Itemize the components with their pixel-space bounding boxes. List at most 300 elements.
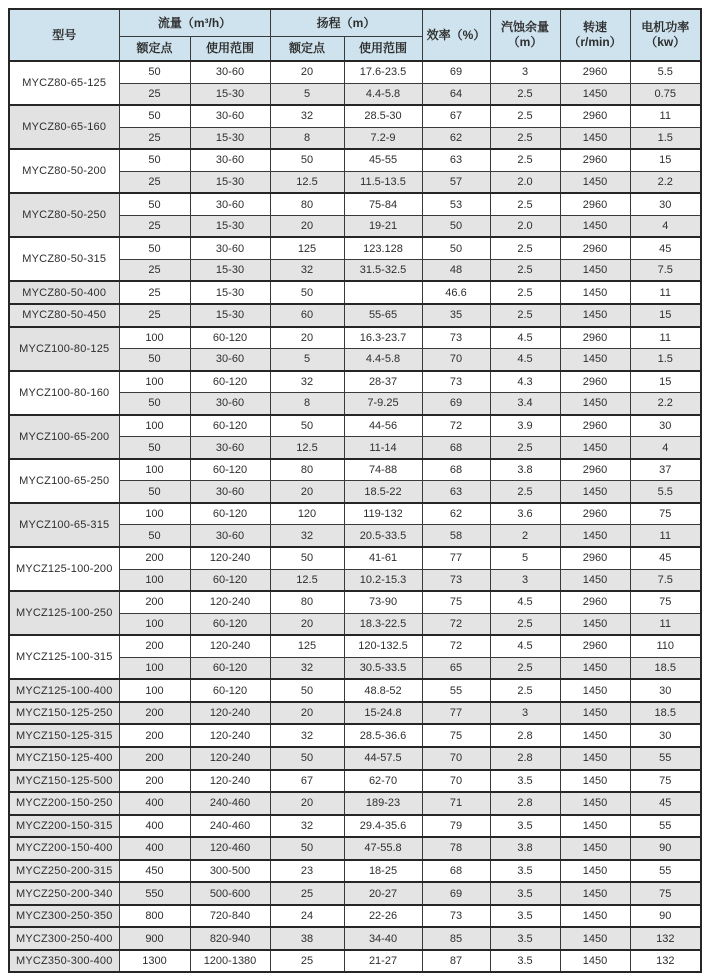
cell-head-range: 22-26: [344, 905, 422, 928]
cell-head-rated: 32: [270, 259, 344, 281]
cell-flow-rated: 50: [119, 61, 190, 83]
table-row: [9, 927, 701, 950]
cell-flow-rated: 25: [119, 304, 190, 327]
cell-speed: 1450: [560, 304, 630, 327]
model-cell: MYCZ100-65-250: [9, 459, 119, 503]
cell-flow-range: 1200-1380: [190, 950, 270, 973]
model-cell: MYCZ200-150-315: [9, 815, 119, 838]
model-cell: MYCZ125-100-250: [9, 591, 119, 635]
cell-flow-rated: 50: [119, 437, 190, 459]
cell-power: 55: [630, 860, 701, 883]
cell-efficiency: 55: [422, 679, 490, 702]
cell-power: 75: [630, 770, 701, 793]
cell-flow-rated: 200: [119, 547, 190, 569]
cell-npsh: 3.5: [490, 815, 560, 838]
cell-flow-range: 15-30: [190, 259, 270, 281]
cell-speed: 1450: [560, 437, 630, 459]
cell-head-rated: 50: [270, 281, 344, 304]
cell-head-rated: 20: [270, 481, 344, 503]
cell-head-range: 47-55.8: [344, 837, 422, 860]
cell-power: 37: [630, 459, 701, 481]
cell-efficiency: 63: [422, 149, 490, 171]
cell-speed: 1450: [560, 837, 630, 860]
cell-head-range: 17.6-23.5: [344, 61, 422, 83]
model-cell: MYCZ150-125-400: [9, 747, 119, 770]
cell-npsh: 2: [490, 525, 560, 547]
cell-head-rated: 38: [270, 927, 344, 950]
table-row: [9, 815, 701, 838]
cell-power: 30: [630, 724, 701, 747]
cell-flow-rated: 50: [119, 149, 190, 171]
cell-power: 90: [630, 905, 701, 928]
cell-speed: 1450: [560, 657, 630, 679]
cell-head-rated: 67: [270, 770, 344, 793]
cell-flow-range: 240-460: [190, 792, 270, 815]
cell-head-rated: 32: [270, 657, 344, 679]
cell-power: 11: [630, 613, 701, 635]
cell-speed: 1450: [560, 927, 630, 950]
cell-power: 90: [630, 837, 701, 860]
cell-speed: 1450: [560, 127, 630, 149]
cell-flow-rated: 50: [119, 349, 190, 371]
cell-npsh: 4.5: [490, 635, 560, 657]
cell-head-range: 16.3-23.7: [344, 327, 422, 349]
cell-speed: 2960: [560, 459, 630, 481]
cell-efficiency: 77: [422, 702, 490, 725]
cell-flow-rated: 50: [119, 193, 190, 215]
cell-flow-range: 30-60: [190, 481, 270, 503]
cell-speed: 1450: [560, 83, 630, 105]
cell-power: 1.5: [630, 349, 701, 371]
cell-power: 132: [630, 927, 701, 950]
cell-flow-range: 15-30: [190, 304, 270, 327]
cell-head-rated: 23: [270, 860, 344, 883]
cell-flow-range: 120-240: [190, 724, 270, 747]
cell-head-range: 75-84: [344, 193, 422, 215]
cell-efficiency: 69: [422, 882, 490, 905]
cell-head-rated: 50: [270, 747, 344, 770]
cell-speed: 1450: [560, 770, 630, 793]
cell-power: 2.2: [630, 171, 701, 193]
cell-head-range: 120-132.5: [344, 635, 422, 657]
model-cell: MYCZ250-200-315: [9, 860, 119, 883]
cell-head-rated: 50: [270, 837, 344, 860]
cell-npsh: 2.5: [490, 304, 560, 327]
cell-flow-rated: 200: [119, 591, 190, 613]
cell-efficiency: 68: [422, 860, 490, 883]
cell-head-range: 4.4-5.8: [344, 349, 422, 371]
table-body: [9, 61, 701, 972]
cell-head-range: 28-37: [344, 371, 422, 393]
model-cell: MYCZ80-50-315: [9, 237, 119, 281]
cell-flow-range: 30-60: [190, 525, 270, 547]
model-cell: MYCZ100-80-125: [9, 327, 119, 371]
table-row: [9, 702, 701, 725]
cell-head-rated: 20: [270, 327, 344, 349]
cell-flow-rated: 100: [119, 613, 190, 635]
cell-flow-rated: 200: [119, 635, 190, 657]
cell-speed: 1450: [560, 792, 630, 815]
cell-head-rated: 32: [270, 815, 344, 838]
cell-head-rated: 20: [270, 792, 344, 815]
table-row: [9, 905, 701, 928]
header-flow-range: 使用范围: [190, 37, 270, 62]
cell-efficiency: 75: [422, 591, 490, 613]
cell-head-range: 4.4-5.8: [344, 83, 422, 105]
cell-flow-rated: 50: [119, 393, 190, 415]
cell-head-range: 189-23: [344, 792, 422, 815]
cell-speed: 1450: [560, 393, 630, 415]
cell-flow-rated: 25: [119, 127, 190, 149]
cell-power: 5.5: [630, 61, 701, 83]
cell-speed: 2960: [560, 503, 630, 525]
cell-efficiency: 68: [422, 459, 490, 481]
cell-flow-range: 30-60: [190, 349, 270, 371]
cell-head-range: 73-90: [344, 591, 422, 613]
cell-flow-rated: 200: [119, 724, 190, 747]
cell-npsh: 3.5: [490, 860, 560, 883]
cell-flow-rated: 1300: [119, 950, 190, 973]
cell-head-range: 119-132: [344, 503, 422, 525]
cell-head-rated: 32: [270, 525, 344, 547]
cell-head-rated: 20: [270, 61, 344, 83]
cell-efficiency: 79: [422, 815, 490, 838]
cell-head-range: 18.3-22.5: [344, 613, 422, 635]
cell-flow-range: 720-840: [190, 905, 270, 928]
cell-head-range: 21-27: [344, 950, 422, 973]
cell-speed: 1450: [560, 569, 630, 591]
cell-power: 132: [630, 950, 701, 973]
cell-head-rated: 125: [270, 635, 344, 657]
cell-npsh: 3.4: [490, 393, 560, 415]
cell-power: 75: [630, 503, 701, 525]
cell-npsh: 4.5: [490, 349, 560, 371]
cell-efficiency: 50: [422, 215, 490, 237]
cell-efficiency: 73: [422, 371, 490, 393]
cell-speed: 2960: [560, 591, 630, 613]
cell-flow-range: 120-240: [190, 770, 270, 793]
cell-flow-range: 60-120: [190, 569, 270, 591]
cell-efficiency: 72: [422, 613, 490, 635]
cell-npsh: 3.9: [490, 415, 560, 437]
cell-flow-range: 300-500: [190, 860, 270, 883]
cell-flow-rated: 800: [119, 905, 190, 928]
cell-npsh: 2.5: [490, 259, 560, 281]
cell-flow-range: 15-30: [190, 83, 270, 105]
cell-power: 7.5: [630, 569, 701, 591]
cell-power: 18.5: [630, 657, 701, 679]
cell-head-range: 20.5-33.5: [344, 525, 422, 547]
cell-flow-range: 30-60: [190, 393, 270, 415]
model-cell: MYCZ80-50-450: [9, 304, 119, 327]
cell-flow-rated: 100: [119, 569, 190, 591]
table-row: [9, 304, 701, 327]
cell-flow-rated: 100: [119, 459, 190, 481]
cell-flow-rated: 25: [119, 171, 190, 193]
cell-head-range: 29.4-35.6: [344, 815, 422, 838]
cell-head-range: 62-70: [344, 770, 422, 793]
cell-head-range: 7-9.25: [344, 393, 422, 415]
cell-power: 30: [630, 415, 701, 437]
cell-power: 30: [630, 679, 701, 702]
cell-speed: 1450: [560, 349, 630, 371]
table-row: [9, 327, 701, 349]
cell-flow-range: 15-30: [190, 127, 270, 149]
cell-npsh: 2.5: [490, 437, 560, 459]
cell-power: 4: [630, 215, 701, 237]
cell-head-rated: 5: [270, 83, 344, 105]
cell-head-rated: 5: [270, 349, 344, 371]
cell-speed: 2960: [560, 61, 630, 83]
model-cell: MYCZ125-100-200: [9, 547, 119, 591]
header-flow-rated: 额定点: [119, 37, 190, 62]
table-row: [9, 503, 701, 525]
cell-efficiency: 70: [422, 747, 490, 770]
cell-flow-rated: 400: [119, 837, 190, 860]
cell-efficiency: 73: [422, 905, 490, 928]
cell-flow-range: 30-60: [190, 437, 270, 459]
table-row: [9, 591, 701, 613]
cell-npsh: 2.8: [490, 792, 560, 815]
cell-head-range: 123.128: [344, 237, 422, 259]
header-efficiency: 效率（%）: [422, 9, 490, 61]
cell-power: 55: [630, 815, 701, 838]
cell-power: 11: [630, 281, 701, 304]
cell-head-range: 19-21: [344, 215, 422, 237]
cell-head-range: 31.5-32.5: [344, 259, 422, 281]
cell-efficiency: 62: [422, 503, 490, 525]
header-speed: [560, 9, 630, 61]
table-row: [9, 105, 701, 127]
cell-flow-range: 30-60: [190, 149, 270, 171]
cell-speed: 1450: [560, 171, 630, 193]
cell-npsh: 4.5: [490, 327, 560, 349]
header-model: 型号: [9, 9, 119, 61]
cell-head-range: 44-56: [344, 415, 422, 437]
header-speed-line1: 转速: [583, 20, 608, 34]
cell-head-range: 34-40: [344, 927, 422, 950]
cell-speed: 1450: [560, 215, 630, 237]
cell-power: 11: [630, 105, 701, 127]
cell-head-range: 11-14: [344, 437, 422, 459]
cell-head-rated: 20: [270, 613, 344, 635]
cell-npsh: 2.5: [490, 613, 560, 635]
cell-efficiency: 67: [422, 105, 490, 127]
cell-npsh: 2.8: [490, 724, 560, 747]
cell-speed: 2960: [560, 635, 630, 657]
cell-flow-range: 60-120: [190, 371, 270, 393]
cell-flow-range: 120-460: [190, 837, 270, 860]
cell-head-range: 28.5-30: [344, 105, 422, 127]
cell-npsh: 2.5: [490, 657, 560, 679]
cell-flow-rated: 550: [119, 882, 190, 905]
cell-efficiency: 71: [422, 792, 490, 815]
cell-npsh: 2.0: [490, 171, 560, 193]
cell-efficiency: 63: [422, 481, 490, 503]
cell-speed: 1450: [560, 481, 630, 503]
pump-spec-table: [8, 8, 702, 973]
cell-flow-range: 120-240: [190, 591, 270, 613]
cell-flow-rated: 25: [119, 83, 190, 105]
cell-head-range: 28.5-36.6: [344, 724, 422, 747]
cell-npsh: 2.8: [490, 747, 560, 770]
cell-flow-range: 30-60: [190, 105, 270, 127]
cell-head-rated: 32: [270, 105, 344, 127]
model-cell: MYCZ125-100-315: [9, 635, 119, 679]
cell-head-rated: 80: [270, 459, 344, 481]
cell-npsh: 3.5: [490, 770, 560, 793]
cell-head-rated: 50: [270, 149, 344, 171]
cell-head-rated: 60: [270, 304, 344, 327]
cell-npsh: 3.8: [490, 837, 560, 860]
model-cell: MYCZ80-50-200: [9, 149, 119, 193]
model-cell: MYCZ100-65-200: [9, 415, 119, 459]
cell-head-rated: 25: [270, 950, 344, 973]
cell-npsh: 3: [490, 569, 560, 591]
cell-power: 7.5: [630, 259, 701, 281]
model-cell: MYCZ100-80-160: [9, 371, 119, 415]
table-row: [9, 415, 701, 437]
model-cell: MYCZ200-150-250: [9, 792, 119, 815]
cell-head-rated: 50: [270, 415, 344, 437]
model-cell: MYCZ250-200-340: [9, 882, 119, 905]
cell-head-range: 30.5-33.5: [344, 657, 422, 679]
cell-head-rated: 120: [270, 503, 344, 525]
cell-npsh: 2.5: [490, 237, 560, 259]
cell-flow-rated: 100: [119, 415, 190, 437]
cell-efficiency: 73: [422, 569, 490, 591]
cell-npsh: 3.5: [490, 882, 560, 905]
cell-efficiency: 35: [422, 304, 490, 327]
cell-power: 45: [630, 547, 701, 569]
cell-flow-rated: 100: [119, 657, 190, 679]
cell-efficiency: 70: [422, 770, 490, 793]
table-row: [9, 792, 701, 815]
cell-head-rated: 25: [270, 882, 344, 905]
table-row: [9, 547, 701, 569]
cell-efficiency: 73: [422, 327, 490, 349]
cell-efficiency: 65: [422, 657, 490, 679]
cell-head-range: [344, 281, 422, 304]
header-power-line2: （kw）: [645, 35, 686, 49]
cell-head-rated: 32: [270, 371, 344, 393]
cell-power: 55: [630, 747, 701, 770]
cell-efficiency: 58: [422, 525, 490, 547]
cell-speed: 1450: [560, 679, 630, 702]
cell-power: 45: [630, 792, 701, 815]
cell-npsh: 3.5: [490, 950, 560, 973]
cell-npsh: 2.5: [490, 679, 560, 702]
cell-head-range: 11.5-13.5: [344, 171, 422, 193]
cell-flow-rated: 200: [119, 770, 190, 793]
cell-speed: 1450: [560, 702, 630, 725]
cell-flow-rated: 25: [119, 281, 190, 304]
cell-npsh: 3.5: [490, 927, 560, 950]
table-row: [9, 459, 701, 481]
cell-flow-rated: 100: [119, 503, 190, 525]
table-row: [9, 837, 701, 860]
table-row: [9, 747, 701, 770]
cell-flow-rated: 50: [119, 525, 190, 547]
table-row: [9, 149, 701, 171]
cell-head-rated: 80: [270, 193, 344, 215]
cell-head-rated: 32: [270, 724, 344, 747]
table-row: [9, 635, 701, 657]
cell-speed: 1450: [560, 747, 630, 770]
cell-flow-range: 120-240: [190, 547, 270, 569]
cell-npsh: 3: [490, 702, 560, 725]
table-row: [9, 882, 701, 905]
cell-flow-range: 240-460: [190, 815, 270, 838]
model-cell: MYCZ80-50-250: [9, 193, 119, 237]
cell-speed: 1450: [560, 882, 630, 905]
cell-power: 15: [630, 371, 701, 393]
cell-flow-rated: 50: [119, 237, 190, 259]
table-row: [9, 371, 701, 393]
cell-efficiency: 69: [422, 61, 490, 83]
cell-speed: 1450: [560, 860, 630, 883]
cell-speed: 2960: [560, 237, 630, 259]
table-header: [9, 9, 701, 61]
cell-power: 11: [630, 525, 701, 547]
cell-head-rated: 12.5: [270, 437, 344, 459]
cell-efficiency: 78: [422, 837, 490, 860]
cell-efficiency: 48: [422, 259, 490, 281]
cell-flow-range: 15-30: [190, 171, 270, 193]
cell-npsh: 3.8: [490, 459, 560, 481]
cell-flow-range: 120-240: [190, 702, 270, 725]
cell-speed: 2960: [560, 371, 630, 393]
cell-flow-range: 30-60: [190, 61, 270, 83]
cell-head-range: 48.8-52: [344, 679, 422, 702]
cell-efficiency: 62: [422, 127, 490, 149]
cell-head-rated: 20: [270, 215, 344, 237]
cell-flow-rated: 100: [119, 327, 190, 349]
cell-flow-range: 60-120: [190, 503, 270, 525]
cell-head-rated: 24: [270, 905, 344, 928]
cell-efficiency: 53: [422, 193, 490, 215]
cell-power: 15: [630, 149, 701, 171]
cell-power: 4: [630, 437, 701, 459]
cell-npsh: 2.5: [490, 193, 560, 215]
cell-head-range: 41-61: [344, 547, 422, 569]
model-cell: MYCZ150-125-315: [9, 724, 119, 747]
cell-npsh: 2.5: [490, 149, 560, 171]
header-head-group: 扬程（m）: [270, 9, 422, 37]
header-power-line1: 电机功率: [641, 20, 690, 34]
table-row: [9, 770, 701, 793]
cell-power: 0.75: [630, 83, 701, 105]
header-head-rated: 额定点: [270, 37, 344, 62]
cell-flow-range: 60-120: [190, 613, 270, 635]
cell-efficiency: 77: [422, 547, 490, 569]
cell-speed: 2960: [560, 415, 630, 437]
cell-efficiency: 87: [422, 950, 490, 973]
cell-npsh: 2.5: [490, 281, 560, 304]
cell-power: 5.5: [630, 481, 701, 503]
cell-npsh: 2.5: [490, 105, 560, 127]
cell-npsh: 4.5: [490, 591, 560, 613]
table-row: [9, 950, 701, 973]
model-cell: MYCZ80-65-125: [9, 61, 119, 105]
cell-flow-rated: 25: [119, 259, 190, 281]
cell-power: 75: [630, 882, 701, 905]
cell-efficiency: 50: [422, 237, 490, 259]
cell-flow-range: 15-30: [190, 215, 270, 237]
cell-npsh: 4.3: [490, 371, 560, 393]
cell-speed: 1450: [560, 724, 630, 747]
table-row: [9, 61, 701, 83]
